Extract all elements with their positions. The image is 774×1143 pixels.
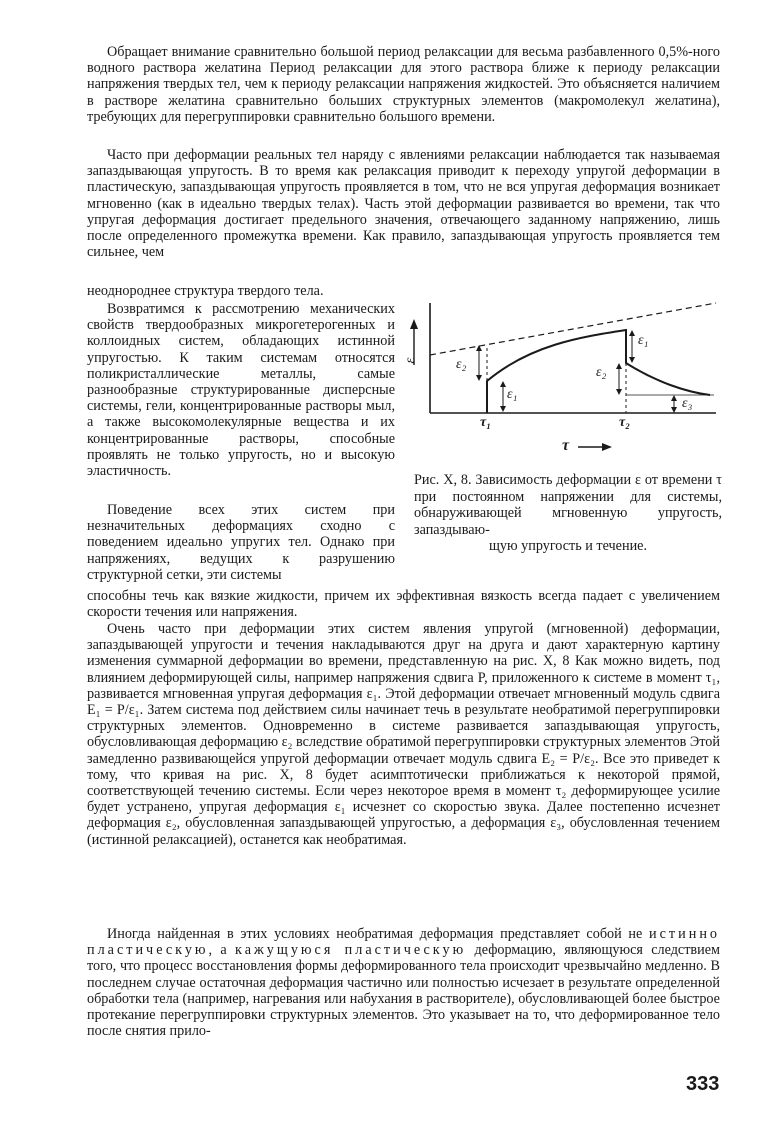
page-number: 333 (686, 1073, 720, 1095)
y-axis-label: ε (402, 357, 419, 364)
label-eps1-left: ε₁ (507, 387, 518, 402)
label-eps1-right: ε₁ (638, 333, 649, 348)
paragraph-2: Часто при деформации реальных тел наряду с явлениями релаксации наблюдается так называемая запаздывающая упругость. В то время как релаксация приводит к переходу упругой деформации в пластическую, запаздывающая упругость проявляется в том, что не вся упругая деформация возникает мгновенно (как в идеально твердых телах). Часть этой деформации развивается во времени, так что упругая деформация достигает предельного значения, отвечающего заданному напряжению, лишь после определенного промежутка времени. Как правило, запаздывающая упругость проявляется тем сильнее, чем (87, 147, 720, 261)
paragraph-5: Очень часто при деформации этих систем явления упругой (мгновенной) деформации, запаздывающей упругости и течения накладываются друг на друга и дают характерную картину изменения суммарной деформации во времени, представленную на рис. X, 8 Как можно видеть, под влиянием деформирующей силы, например напряжения сдвига P, приложенного к системе в момент τ₁, развивается мгновенная упругая деформация ε₁. Этой деформации отвечает мгновенный модуль сдвига E₁ = P/ε₁. Затем система под действием силы начинает течь в результате необратимой перегруппировки структурных элементов. Одновременно в системе развивается запаздывающая упругость, обусловливающая деформацию ε₂ вследствие обратимой перегруппировки структурных элементов Этой замедленно развивающейся упругой деформации отвечает модуль сдвига E₂ = P/ε₂. Все это приведет к тому, что кривая на рис. X, 8 будет асимптотически приближаться к некоторой прямой, соответствующей течению системы. Если через некоторое время в момент τ₂ деформирующее усилие будет устранено, упругая деформация ε₁ исчезнет со скоростью звука. Далее постепенно исчезнет деформация ε₂, обусловленная запаздывающей упругостью, а деформация ε₃, обусловленная течением (истинной релаксацией), останется как необратимая. (87, 621, 720, 848)
paragraph-6-rest: деформацию, являющуюся следствием того, что процесс восстановления формы деформированного тела происходит чрезвычайно медленно. В последнем случае остаточная деформация частично или полностью исчезает в результате определенной обработки тела (например, нагревания или набухания в растворителе), обусловливающей более быстрое протекание перегруппировки структурных элементов. Это указывает на то, что деформированное тело после снятия прило- (87, 942, 720, 1040)
emphasis-apparent-plastic: кажущуюся пластическую (235, 942, 467, 959)
label-eps2-left: ε₂ (456, 357, 467, 372)
label-eps2-right: ε₂ (596, 365, 607, 380)
paragraph-6-mid: , а (208, 942, 227, 959)
figure-caption-last: щую упругость и течение. (488, 538, 648, 554)
label-tau1: τ₁ (480, 415, 492, 430)
paragraph-4-end: способны течь как вязкие жидкости, причем их эффективная вязкость всегда падает с увеличением скорости течения или напряжения. (87, 588, 720, 621)
x-axis-label: τ (562, 437, 570, 454)
paragraph-6 (87, 926, 720, 1039)
paragraph-6-start: Иногда найденная в этих условиях необратимая деформация представляет собой не (107, 926, 643, 942)
label-tau2: τ₂ (619, 415, 631, 430)
figure-caption-main: Рис. X, 8. Зависимость деформации ε от времени τ при постоянном напряжении для системы, обнаруживающей мгновенную упругость, запаздываю- (414, 472, 722, 538)
figure-caption (414, 472, 722, 555)
paragraph-3: Возвратимся к рассмотрению механических свойств твердообразных микрогетерогенных и коллоидных систем, обладающих истинной упругостью. К таким системам относятся поликристаллические металлы, самые разнообразные структурированные дисперсные системы, гели, концентрированные растворы мыл, а также высокомолекулярные вещества и их концентрированные растворы, способные проявлять не только упругость, но и высокую эластичность. (87, 301, 395, 480)
emphasis-true-plastic: истинно пластическую (87, 926, 721, 959)
label-eps3: ε₃ (682, 396, 693, 411)
paragraph-4: Поведение всех этих систем при незначительных деформациях сходно с поведением идеально упругих тел. Однако при напряжениях, ведущих к разрушению структурной сетки, эти системы (87, 502, 395, 583)
paragraph-2-end: неоднороднее структура твердого тела. (87, 283, 324, 299)
paragraph-1: Обращает внимание сравнительно большой период релаксации для весьма разбавленного 0,5%-ного водного раствора желатина Период релаксации для этого раствора ближе к периоду релаксации напряжения твердых тел, чем к периоду релаксации напряжения жидкостей. Это объясняется наличием в растворе желатина сравнительно больших структурных элементов (макромолекул желатина), требующих для перегруппировки сравнительно большого времени. (87, 44, 720, 125)
